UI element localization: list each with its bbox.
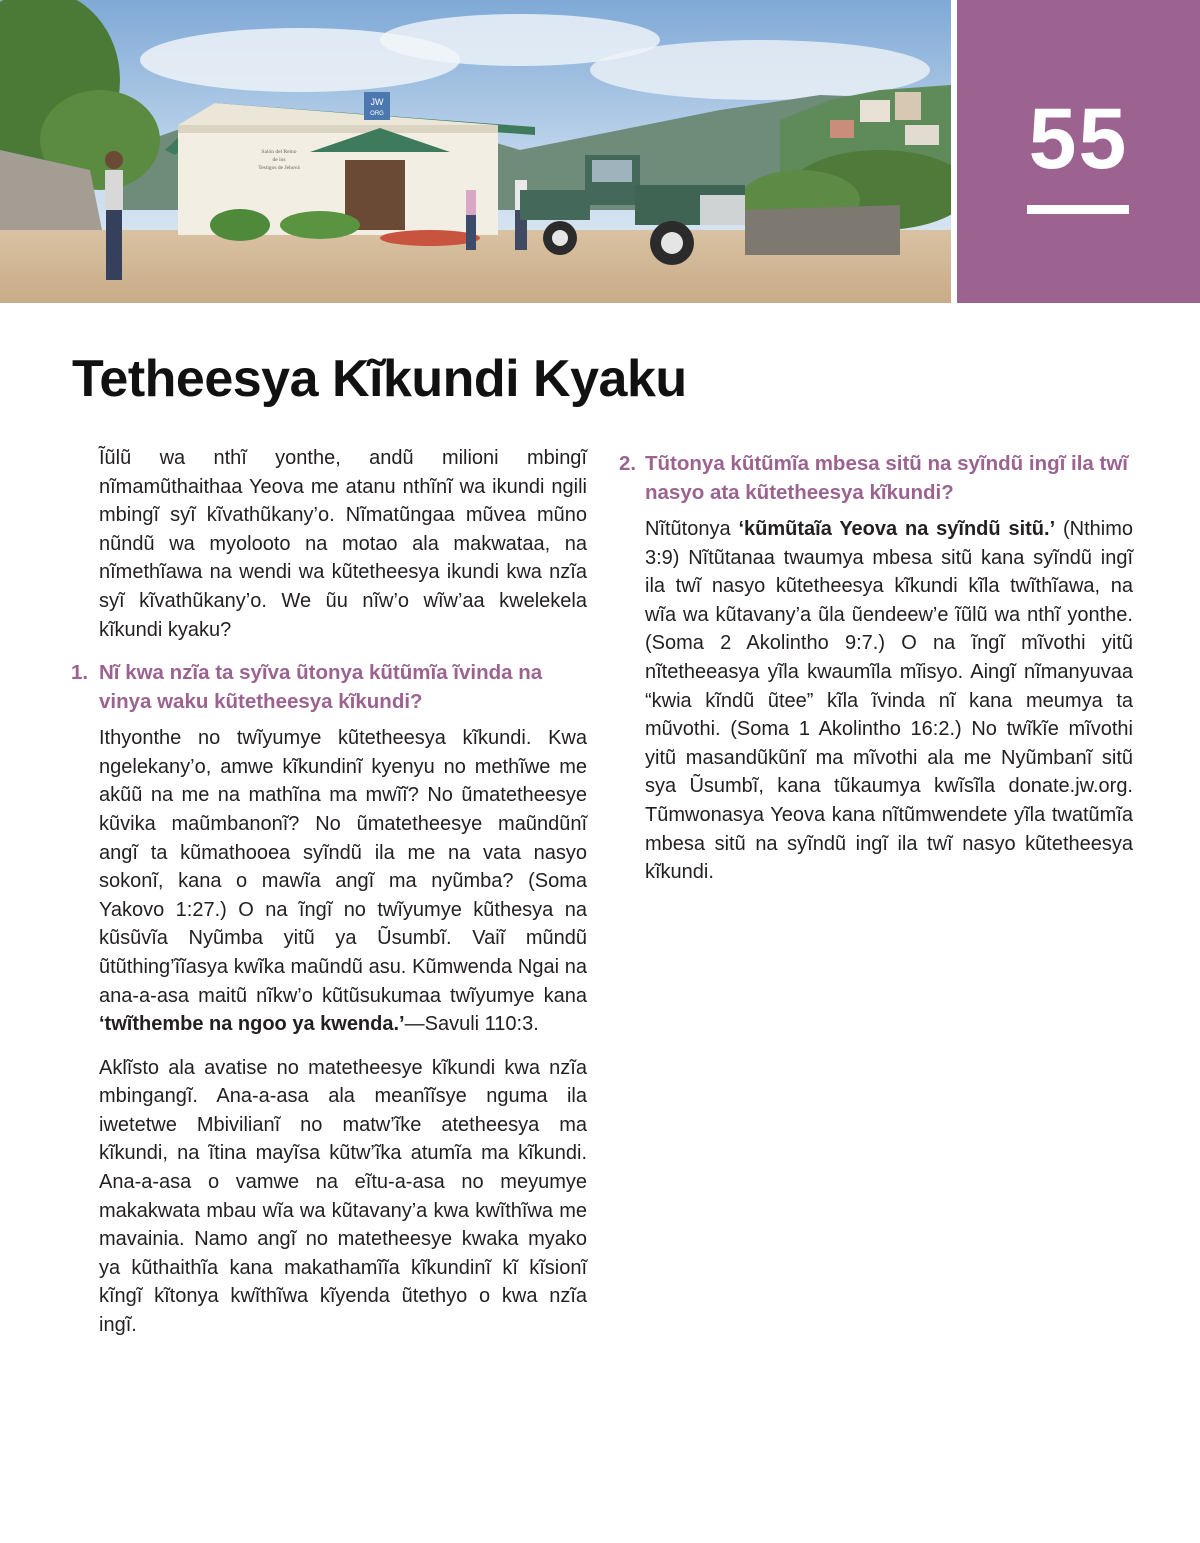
- section-1-paragraph-1-emphasis: ‘twĩthembe na ngoo ya kwenda.’: [99, 1013, 405, 1036]
- question-1-text: Nĩ kwa nzĩa ta syĩva ũtonya kũtũmĩa ĩvinda na vinya waku kũtetheesya kĩkundi?: [99, 661, 543, 713]
- hall-sign-line1: Salón del Reino: [261, 149, 297, 155]
- section-2-paragraph-emphasis: ‘kũmũtaĩa Yeova na syĩndũ sitũ.’: [738, 518, 1056, 540]
- hall-sign-line2: de los: [272, 157, 286, 163]
- intro-paragraph: Ĩũlũ wa nthĩ yonthe, andũ milioni mbingĩ nĩmamũthaithaa Yeova me atanu nthĩnĩ wa ikundi ngili mbingĩ syĩ kĩvathũkany’o. Nĩmatũngaa mũvea mũno nũndũ wa myolooto na motao ala makwataa, na nĩmethĩawa na wendi wa kũtetheesya ikundi kwa nzĩa syĩ kĩvathũkany’o. We ũu nĩw’o wĩw’aa kwelekela kĩkundi kyaku?: [99, 447, 587, 641]
- lesson-number-panel: [957, 0, 1200, 303]
- hall-sign-line3: Testigos de Jehová: [258, 165, 300, 171]
- section-1-paragraph-1-ref: —Savuli 110:3.: [404, 1013, 539, 1036]
- section-1-paragraph-2: Aklĩsto ala avatise no matetheesye kĩkundi kwa nzĩa mbingangĩ. Ana-a-asa ala meanĩĩsye nguma ila iwetetwe Mbivilianĩ no matw’ĩke atetheesya ma kĩkundi, na ĩtina mayĩsa kũtw’ĩka atumĩa ma kĩkundi. Ana-a-asa o vamwe na eĩtu-a-asa no meyumye makakwata mbau wĩa wa kũtavany’a kwa kwĩthĩwa me mavainia. Namo angĩ no matetheesye kwaka myako ya kũthaithĩa kana makathamĩĩa kĩkundinĩ kĩ kĩsionĩ kĩngĩ kĩtonya kwĩthĩwa kĩyenda ũtethyo o kwa nzĩa ingĩ.: [99, 1056, 587, 1337]
- jw-logo-text: JW: [370, 97, 384, 107]
- left-column: [71, 444, 587, 1355]
- section-1-paragraph-1-text: Ithyonthe no twĩyumye kũtetheesya kĩkundi. Kwa ngelekany’o, amwe kĩkundinĩ kyenyu no methĩwe me akũũ na me na mathĩna ma mwĩĩ? No ũmatetheesye kũvika maũmbanonĩ? No ũmatetheesye maũndũnĩ angĩ ta kũmathooea syĩndũ ila me na vata nasyo sokonĩ, kana o mawĩa angĩ ma nyũmba? (Soma Yakovo 1:27.) O na ĩngĩ no twĩyumye kũthesya na kũsũvĩa Nyũmba yitũ ya Ũsumbĩ. Vaiĩ mũndũ ũtũthing’ĩĩasya kwĩka maũndũ asu. Kũmwenda Ngai na ana-a-asa maitũ nĩkw’o kũtũsukumaa twĩyumye kana: [99, 727, 587, 1007]
- question-2: [619, 450, 1133, 507]
- header-photo: [0, 0, 951, 303]
- right-column: [619, 444, 1134, 902]
- jw-logo-subtext: ORG: [370, 111, 384, 117]
- lesson-title: Tetheesya Kĩkundi Kyaku: [72, 350, 687, 408]
- section-1-paragraph-1: [99, 724, 587, 1039]
- question-2-text: Tũtonya kũtũmĩa mbesa sitũ na syĩndũ ingĩ ila twĩ nasyo ata kũtetheesya kĩkundi?: [645, 452, 1128, 504]
- section-2-paragraph-lead: Nĩtũtonya: [645, 518, 731, 540]
- section-2-paragraph-text: (Nthimo 3:9) Nĩtũtanaa twaumya mbesa sitũ kana syĩndũ ingĩ ila twĩ nasyo kũtetheesya kĩkundi kĩla twĩthĩawa, na wĩa wa kũtavany’a ũla ũendeew’e ĩũlũ wa nthĩ yonthe. (Soma 2 Akolintho 9:7.) O na ĩngĩ mĩvothi yitũ nĩtetheeasya yĩla kwaumĩla mĩisyo. Aingĩ nĩmanyuvaa “kwia kĩndũ ũtee” kĩla ĩvinda nĩ kana meumya ta mũvothi. (Soma 1 Akolintho 16:2.) No twĩkĩe mĩvothi yitũ masandũkũnĩ ma mĩvothi ala me Nyũmbanĩ sitũ sya Ũsumbĩ, kana tũkaumya kwĩsĩla donate.jw.org. Tũmwonasya Yeova kana nĩtũmwendete yĩla twatũmĩa mbesa sitũ na syĩndũ ingĩ ila twĩ nasyo kũtetheesya kĩkundi.: [645, 518, 1134, 884]
- question-1: [71, 659, 587, 716]
- question-1-number: 1.: [71, 661, 89, 685]
- question-2-number: 2.: [619, 452, 637, 475]
- section-2-paragraph: [645, 515, 1133, 887]
- lesson-number: 55: [1028, 91, 1129, 187]
- lesson-number-underline: [1027, 205, 1129, 214]
